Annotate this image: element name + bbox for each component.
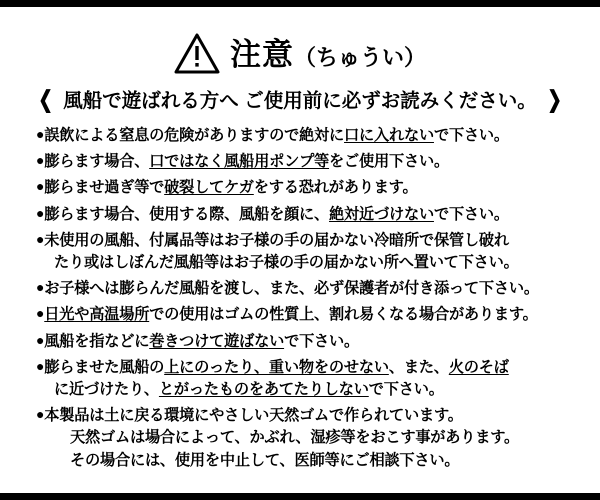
warning-triangle-icon <box>174 33 220 75</box>
bullet-icon: ● <box>36 305 45 322</box>
notice-text: 天然ゴムは場合によって、かぶれ、湿疹等をおこす事があります。 <box>70 429 520 447</box>
subtitle-text: 風船で遊ばれる方へ ご使用前に必ずお読みください。 <box>63 90 537 112</box>
emphasis-text: 破裂してケガ <box>164 179 254 197</box>
notice-line-primary <box>36 407 570 423</box>
notice-item <box>36 407 570 468</box>
notice-text: その場合には、使用を中止して、医師等にご相談下さい。 <box>70 451 460 469</box>
notice-line-primary <box>36 153 570 169</box>
bullet-icon: ● <box>36 357 45 374</box>
notice-text: をご使用下さい。 <box>329 153 449 171</box>
notice-text: で下さい。 <box>368 381 444 399</box>
emphasis-text: 火のそば <box>448 358 509 376</box>
notice-text: 未使用の風船、付属品等はお子様の手の届かない冷暗所で保管し破れ <box>44 231 509 249</box>
emphasis-text: 口に入れない <box>344 127 434 144</box>
notice-line-continued <box>36 255 570 270</box>
notice-line-primary <box>36 306 570 322</box>
notice-text: たり或はしぼんだ風船等はお子様の手の届かない所へ置いて下さい。 <box>54 254 519 272</box>
notice-line-primary <box>36 359 570 375</box>
notice-item <box>36 280 570 296</box>
right-chevron-icon: ❯ <box>547 85 562 112</box>
notice-item <box>36 333 570 349</box>
notice-line-primary <box>36 179 570 195</box>
emphasis-text: 上にのったり、重い物をのせない <box>164 358 389 376</box>
notice-text: で下さい。 <box>433 205 509 223</box>
notice-line-primary <box>36 333 570 349</box>
notice-text: 膨らます場合、 <box>44 153 150 171</box>
bullet-icon: ● <box>36 204 45 221</box>
notice-line-primary <box>36 206 570 222</box>
notice-line-primary <box>36 280 570 296</box>
notice-text: で下さい。 <box>284 332 360 350</box>
left-chevron-icon: ❮ <box>38 85 53 112</box>
emphasis-text: とがったものをあてたりしない <box>158 381 369 399</box>
bullet-icon: ● <box>36 152 45 169</box>
notice-item <box>36 153 570 169</box>
emphasis-text: 巻きつけて遊ばない <box>149 332 285 350</box>
notice-item <box>36 232 570 270</box>
notice-text: に近づけたり、 <box>54 381 159 399</box>
content-container <box>0 7 600 468</box>
notice-line-primary <box>36 232 570 248</box>
notice-text: 、また、 <box>388 358 449 376</box>
bullet-icon: ● <box>36 279 45 296</box>
notice-line-continued <box>36 430 570 445</box>
bullet-icon: ● <box>36 406 45 423</box>
bullet-icon: ● <box>36 331 45 348</box>
notice-text: 本製品は土に戻る環境にやさしい天然ゴムで作られています。 <box>44 407 463 425</box>
notice-text: 風船を指などに <box>44 332 150 350</box>
page-title-main: 注意 <box>229 36 294 72</box>
subtitle-row <box>26 85 574 113</box>
emphasis-text: 日光や高温場所 <box>44 306 150 324</box>
page-title-kana: （ちゅうい） <box>293 44 426 70</box>
notice-text: 膨らませた風船の <box>44 358 165 376</box>
notice-text: お子様へは膨らんだ風船を渡し、また、必ず保護者が付き添って下さい。 <box>44 280 539 298</box>
notice-item <box>36 306 570 322</box>
bullet-icon: ● <box>36 178 45 195</box>
notice-item <box>36 359 570 397</box>
notice-text: をする恐れがあります。 <box>253 179 418 197</box>
header <box>26 33 574 75</box>
notice-text: 膨らませ過ぎ等で <box>44 179 165 197</box>
notice-item <box>36 179 570 195</box>
notice-text: 誤飲による窒息の危険がありますので絶対に <box>44 127 345 144</box>
bullet-icon: ● <box>36 230 45 247</box>
notice-item <box>36 127 570 143</box>
notice-text: 膨らます場合、使用する際、風船を顔に、 <box>44 205 330 223</box>
notice-list <box>26 127 574 468</box>
emphasis-text: 絶対近づけない <box>329 205 434 223</box>
notice-item <box>36 206 570 222</box>
notice-line-continued <box>36 453 570 468</box>
emphasis-text: 口ではなく風船用ポンプ等 <box>149 153 330 171</box>
notice-line-primary <box>36 127 570 143</box>
page-title <box>229 36 426 72</box>
notice-line-continued <box>36 382 570 397</box>
notice-text: での使用はゴムの性質上、割れ易くなる場合があります。 <box>149 306 538 324</box>
bullet-icon: ● <box>36 126 45 142</box>
notice-text: で下さい。 <box>433 127 509 144</box>
